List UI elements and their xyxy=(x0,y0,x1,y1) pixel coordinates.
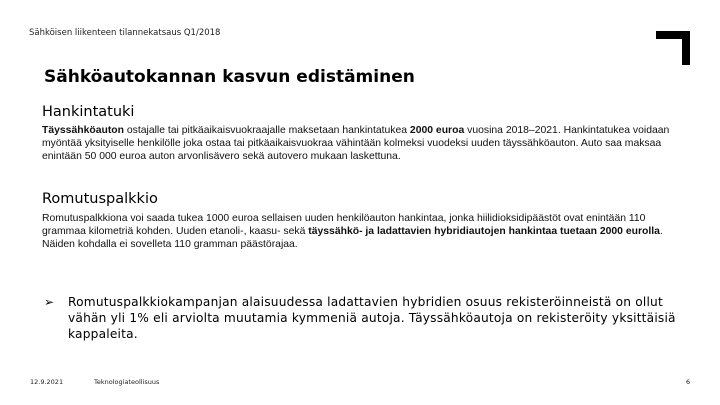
body-run: 2000 euroa xyxy=(409,125,465,136)
header-caption: Sähköisen liikenteen tilannekatsaus Q1/2018 xyxy=(29,28,221,38)
summary-bullet-text: Romutuspalkkiokampanjan alaisuudessa ladattavien hybridien osuus rekisteröinneistä on ollut vähän yli 1% eli arviolta muutamia kymmeniä autoja. Täyssähköautoja on rekisteröity yksittäisiä kappaleita. xyxy=(68,295,676,341)
section-body-hankintatuki xyxy=(42,124,682,163)
body-run: Täyssähköauton xyxy=(42,125,124,136)
section-heading-hankintatuki: Hankintatuki xyxy=(42,104,135,120)
slide-title: Sähköautokannan kasvun edistäminen xyxy=(44,67,415,87)
footer-page-number: 6 xyxy=(686,378,691,386)
body-run: täyssähkö- ja ladattavien hybridiautojen hankintaa tuetaan 2000 eurolla xyxy=(308,226,660,237)
corner-bracket-icon xyxy=(656,31,690,65)
corner-bracket-side-bar xyxy=(682,31,690,65)
body-run: . Näiden kohdalla ei sovelleta 110 gramman päästörajaa. xyxy=(42,226,663,250)
section-heading-romutuspalkkio: Romutuspalkkio xyxy=(42,191,158,207)
footer-date: 12.9.2021 xyxy=(30,378,64,386)
section-body-romutuspalkkio xyxy=(42,212,682,251)
footer-organization: Teknologiateollisuus xyxy=(94,378,160,386)
body-run: Romutuspalkkiona voi saada tukea 1000 euroa sellaisen uuden henkilöauton hankintaa, jonka hiilidioksidipäästöt ovat enintään 110 grammaa kilometriä kohden. Uuden etanoli-, kaasu- sekä xyxy=(42,213,646,237)
body-run: ostajalle tai pitkäaikaisvuokraajalle maksetaan hankintatukea xyxy=(124,125,410,136)
body-run: vuosina 2018–2021. Hankintatukea voidaan myöntää yksityiselle henkilölle joka ostaa tai pitkäaikaisvuokraa vähintään kolmeksi vuodeksi uuden täyssähköauton. Auto saa maksaa enintään 50 000 euroa auton arvonlisävero sekä autovero mukaan laskettuna. xyxy=(42,125,670,162)
arrow-bullet-icon: ➢ xyxy=(44,295,55,309)
summary-bullet xyxy=(44,294,684,342)
